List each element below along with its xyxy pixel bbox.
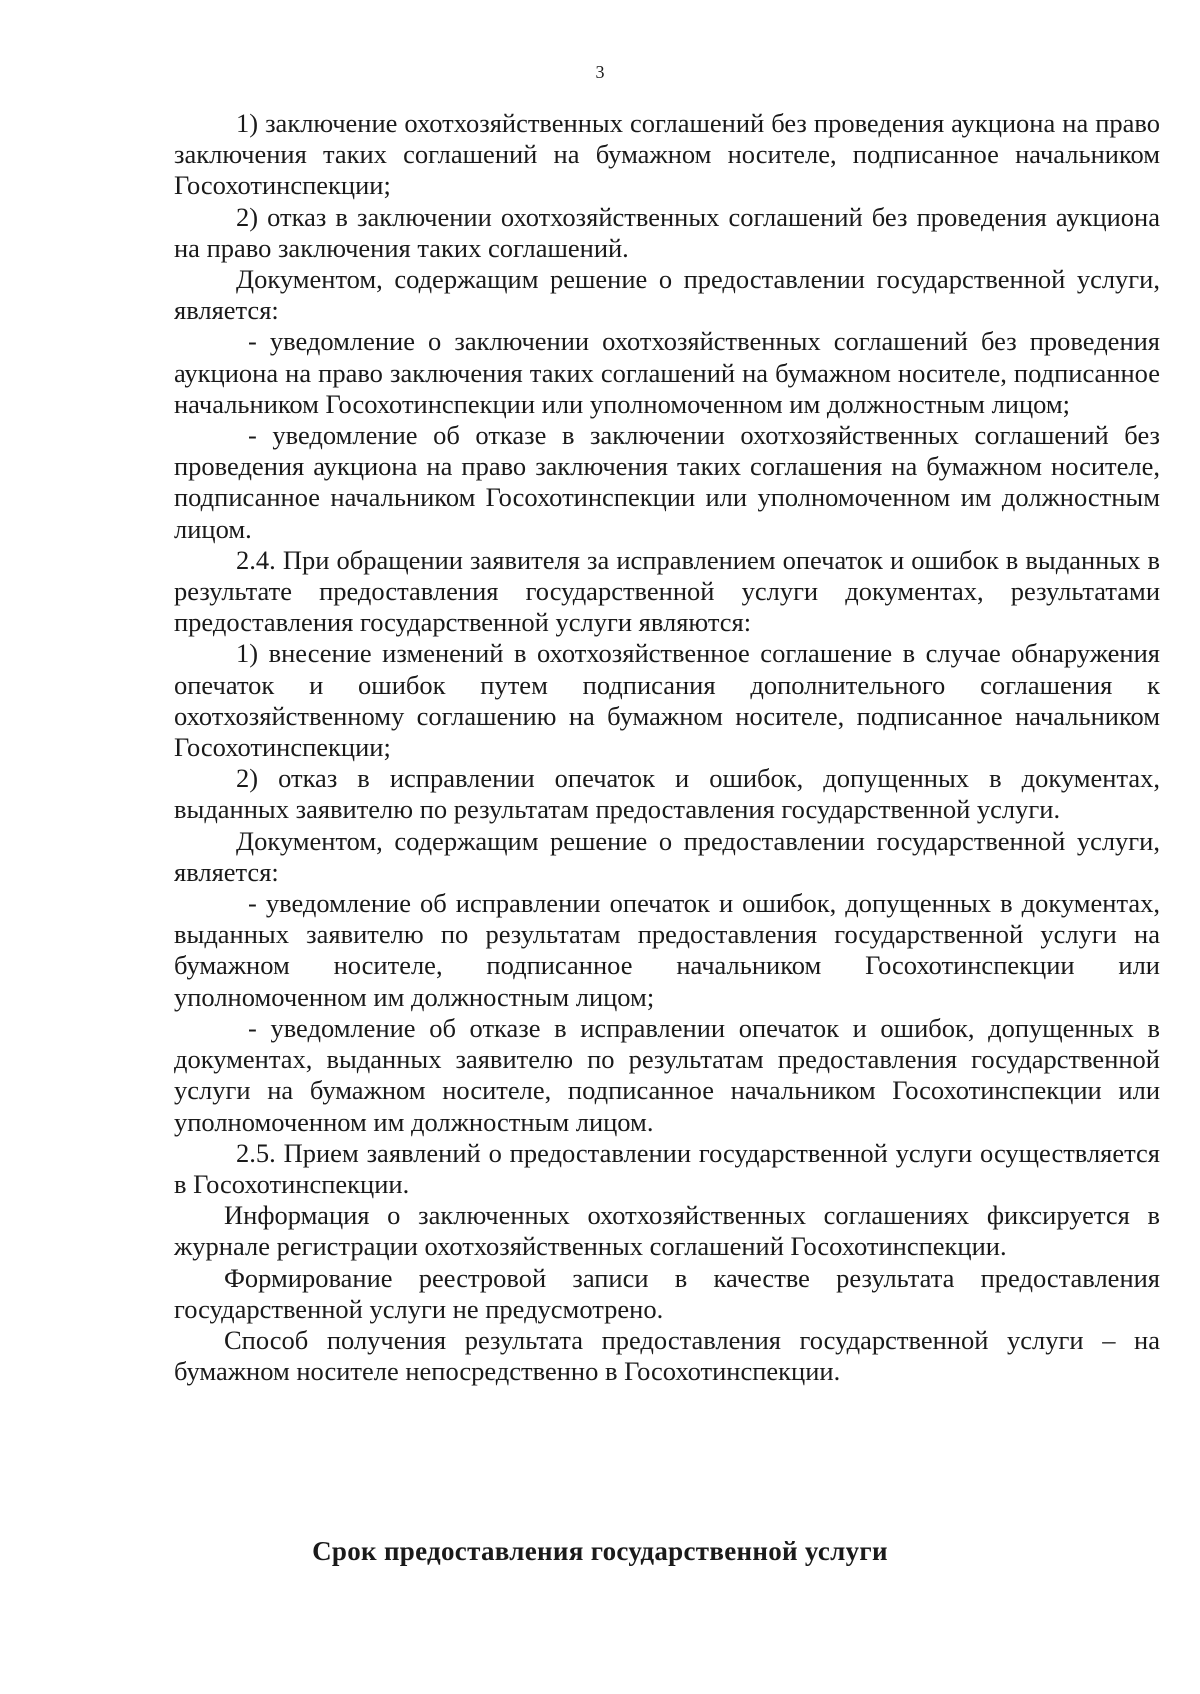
registry-record-note: Формирование реестровой записи в качестве результата предоставления государственной услуги не предусмотрено. <box>174 1262 1160 1324</box>
notice-refusal-bullet: - уведомление об отказе в заключении охотхозяйственных соглашений без проведения аукциона на право заключения таких соглашения на бумажном носителе, подписанное начальником Госохотинспекции или уполномоченном им должностным лицом. <box>174 420 1160 544</box>
clause-2-4: 2.4. При обращении заявителя за исправлением опечаток и ошибок в выданных в результате предоставления государственной услуги документах, результатами предоставления государственной услуги являются: <box>174 544 1160 638</box>
correction-item-1: 1) внесение изменений в охотхозяйственное соглашение в случае обнаружения опечаток и ошибок путем подписания дополнительного соглашения к охотхозяйственному соглашению на бумажном носителе, подписанное начальником Госохотинспекции; <box>174 638 1160 763</box>
section-heading: Срок предоставления государственной услуги <box>312 1536 888 1566</box>
notice-conclusion-bullet: - уведомление о заключении охотхозяйственных соглашений без проведения аукциона на право заключения таких соглашений на бумажном носителе, подписанное начальником Госохотинспекции или уполномоченном им должностным лицом; <box>174 326 1160 419</box>
page-number: 3 <box>595 62 605 82</box>
notice-correction-refusal-bullet: - уведомление об отказе в исправлении опечаток и ошибок, допущенных в документах, выданных заявителю по результатам предоставления государственной услуги на бумажном носителе, подписанное начальником Госохотинспекции или уполномоченном им должностным лицом. <box>174 1012 1160 1137</box>
result-item-2: 2) отказ в заключении охотхозяйственных соглашений без проведения аукциона на право заключения таких соглашений. <box>174 201 1160 263</box>
notice-correction-bullet: - уведомление об исправлении опечаток и ошибок, допущенных в документах, выданных заявителю по результатам предоставления государственной услуги на бумажном носителе, подписанное начальником Госохотинспекции или уполномоченном им должностным лицом; <box>174 888 1160 1012</box>
correction-document-intro: Документом, содержащим решение о предоставлении государственной услуги, является: <box>174 825 1160 887</box>
result-delivery-method: Способ получения результата предоставления государственной услуги – на бумажном носителе непосредственно в Госохотинспекции. <box>174 1324 1160 1387</box>
result-item-1: 1) заключение охотхозяйственных соглашений без проведения аукциона на право заключения таких соглашений на бумажном носителе, подписанное начальником Госохотинспекции; <box>174 108 1160 201</box>
document-body <box>174 108 1160 1387</box>
document-intro: Документом, содержащим решение о предоставлении государственной услуги, является: <box>174 264 1160 326</box>
registration-info: Информация о заключенных охотхозяйственных соглашениях фиксируется в журнале регистрации охотхозяйственных соглашений Госохотинспекции. <box>174 1200 1160 1262</box>
clause-2-5: 2.5. Прием заявлений о предоставлении государственной услуги осуществляется в Госохотинспекции. <box>174 1137 1160 1199</box>
correction-item-2: 2) отказ в исправлении опечаток и ошибок, допущенных в документах, выданных заявителю по результатам предоставления государственной услуги. <box>174 763 1160 825</box>
